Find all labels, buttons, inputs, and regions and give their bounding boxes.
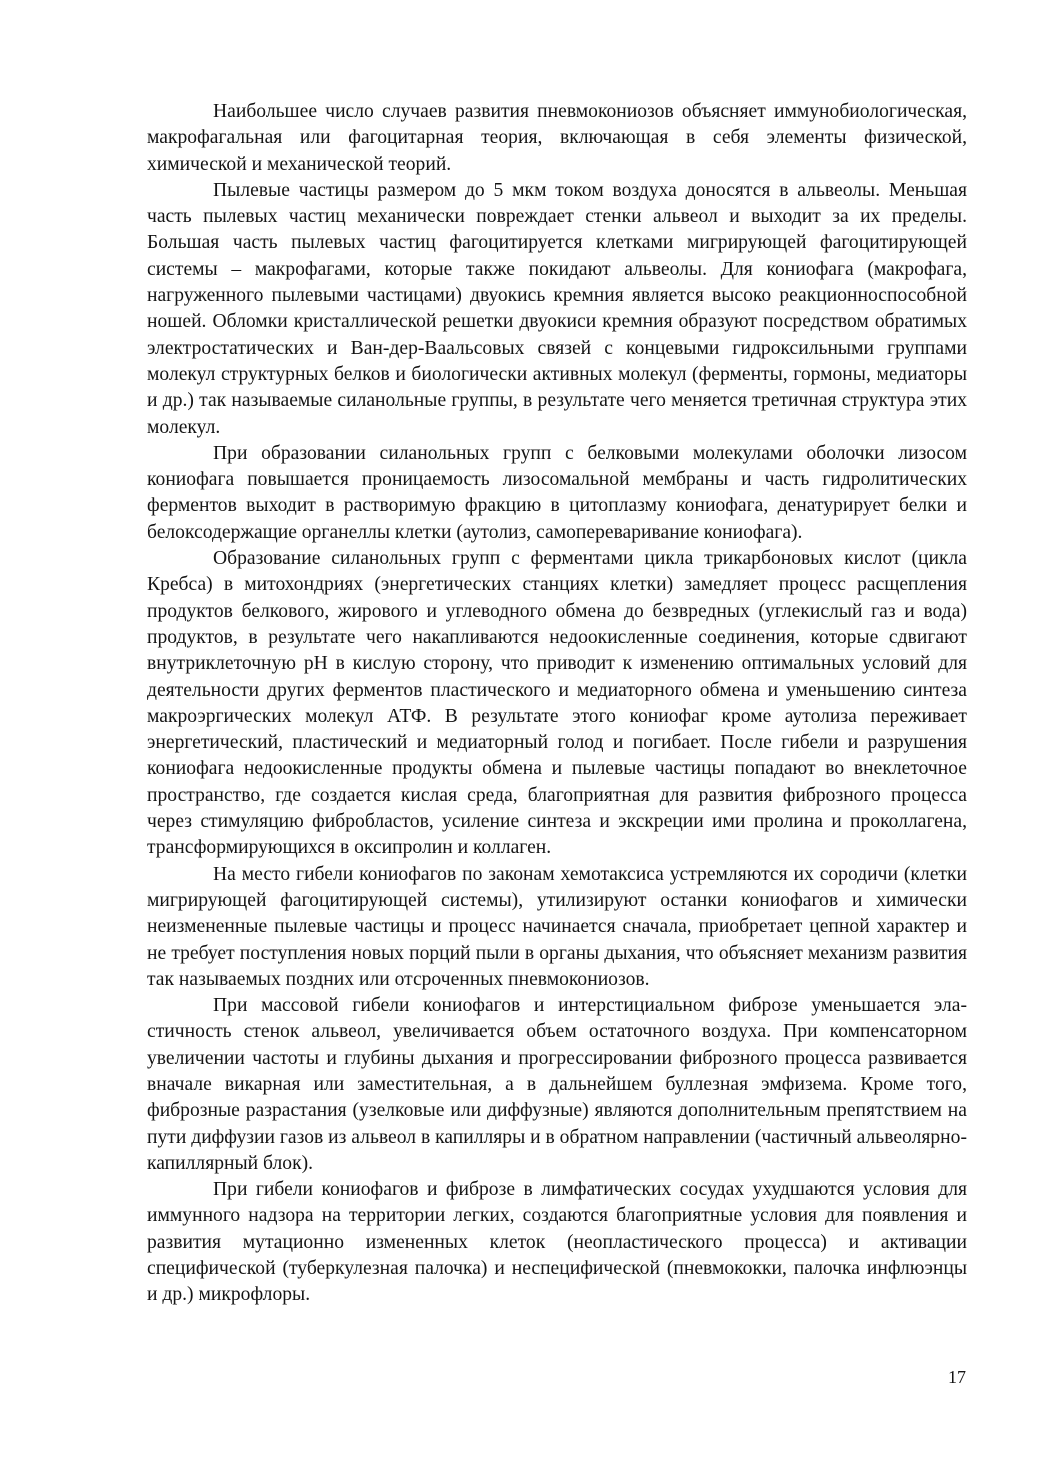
paragraph-emphysema: При массовой гибели кониофагов и интерстициальном фиброзе уменьшается эластичность стенок альвеол, увеличивается объем остаточного воздуха. При компенсаторном увеличении частоты и глубины дыхания и прогрессировании фиброзного процесса развивается вначале викарная или заместительная, а в дальнейшем буллезная эмфизема. Кроме того, фиброзные разрастания (узелковые или диффузные) являются дополнительным препятствием на пути диффузии газов из альвеол в капилляры и в обратном направлении (частичный альвеолярно-капиллярный блок). (147, 995, 967, 1174)
paragraph-immune-surveillance: При гибели кониофагов и фиброзе в лимфатических сосудах ухудшаются условия для иммунного надзора на территории легких, создаются благоприятные условия для появления и развития мутационно измененных клеток (неопластического процесса) и активации специфической (туберкулезная палочка) и неспецифической (пневмококки, палочка инфлюэнцы и др.) микрофлоры. (147, 1179, 967, 1306)
document-body (147, 99, 967, 1309)
paragraph-dust-particles: Пылевые частицы размером до 5 мкм током воздуха доносятся в альвеолы. Меньшая часть пылевых частиц механически повреждает стенки альвеол и выходит за их пределы. Большая часть пылевых частиц фагоцитируется клетками мигрирующей фагоцитирующей системы – макрофагами, которые также покидают альвеолы. Для кониофага (макрофага, нагруженного пылевыми частицами) двуокись кремния является высоко реакционноспособной ношей. Обломки кристаллической решетки двуокиси кремния образуют посредством обратимых электростатических и Ван-дер-Ваальсовых связей с концевыми гидроксильными группами молекул структурных белков и биологически активных молекул (ферменты, гормоны, медиаторы и др.) так называемые силанольные группы, в результате чего меняется третичная структура этих молекул. (147, 179, 967, 438)
paragraph-chemotaxis: На место гибели кониофагов по законам хемотаксиса устремляются их сородичи (клетки мигрирующей фагоцитирующей системы), утилизируют останки кониофагов и химически неизмененные пылевые частицы и процесс начинается сначала, приобретает цепной характер и не требует поступления новых порций пыли в органы дыхания, что объясняет механизм развития так называемых поздних или отсроченных пневмокониозов. (147, 863, 967, 990)
paragraph-lysosome: При образовании силанольных групп с белковыми молекулами оболочки лизосом кониофага повышается проницаемость лизосомальной мембраны и часть гидролитических ферментов выходит в растворимую фракцию в цитоплазму кониофага, денатурирует белки и белоксодержащие органеллы клетки (аутолиз, самопереваривание кониофага). (147, 442, 967, 543)
paragraph-theory-overview: Наибольшее число случаев развития пневмокониозов объясняет иммунобиологическая, макрофагальная или фагоцитарная теория, включающая в себя элементы физической, химической и механической теорий. (147, 101, 967, 175)
page-number: 17 (948, 1367, 966, 1387)
paragraph-krebs-cycle: Образование силанольных групп с ферментами цикла трикарбоновых кислот (цикла Кребса) в митохондриях (энергетических станциях клетки) замедляет процесс расщепления продуктов белкового, жирового и углеводного обмена до безвредных (углекислый газ и вода) продуктов, в результате чего накапливаются недоокисленные соединения, которые сдвигают внутриклеточную pH в кислую сторону, что приводит к изменению оптимальных условий для деятельности других ферментов пластического и медиаторного обмена и уменьшению синтеза макроэргических молекул АТФ. В результате этого кониофаг кроме аутолиза переживает энергетический, пластический и медиаторный голод и погибает. После гибели и разрушения кониофага недоокисленные продукты обмена и пылевые частицы попадают во внеклеточное пространство, где создается кислая среда, благоприятная для развития фиброзного процесса через стимуляцию фибробластов, усиление синтеза и экскреции ими пролина и проколлагена, трансформирующихся в оксипролин и коллаген. (147, 548, 967, 859)
